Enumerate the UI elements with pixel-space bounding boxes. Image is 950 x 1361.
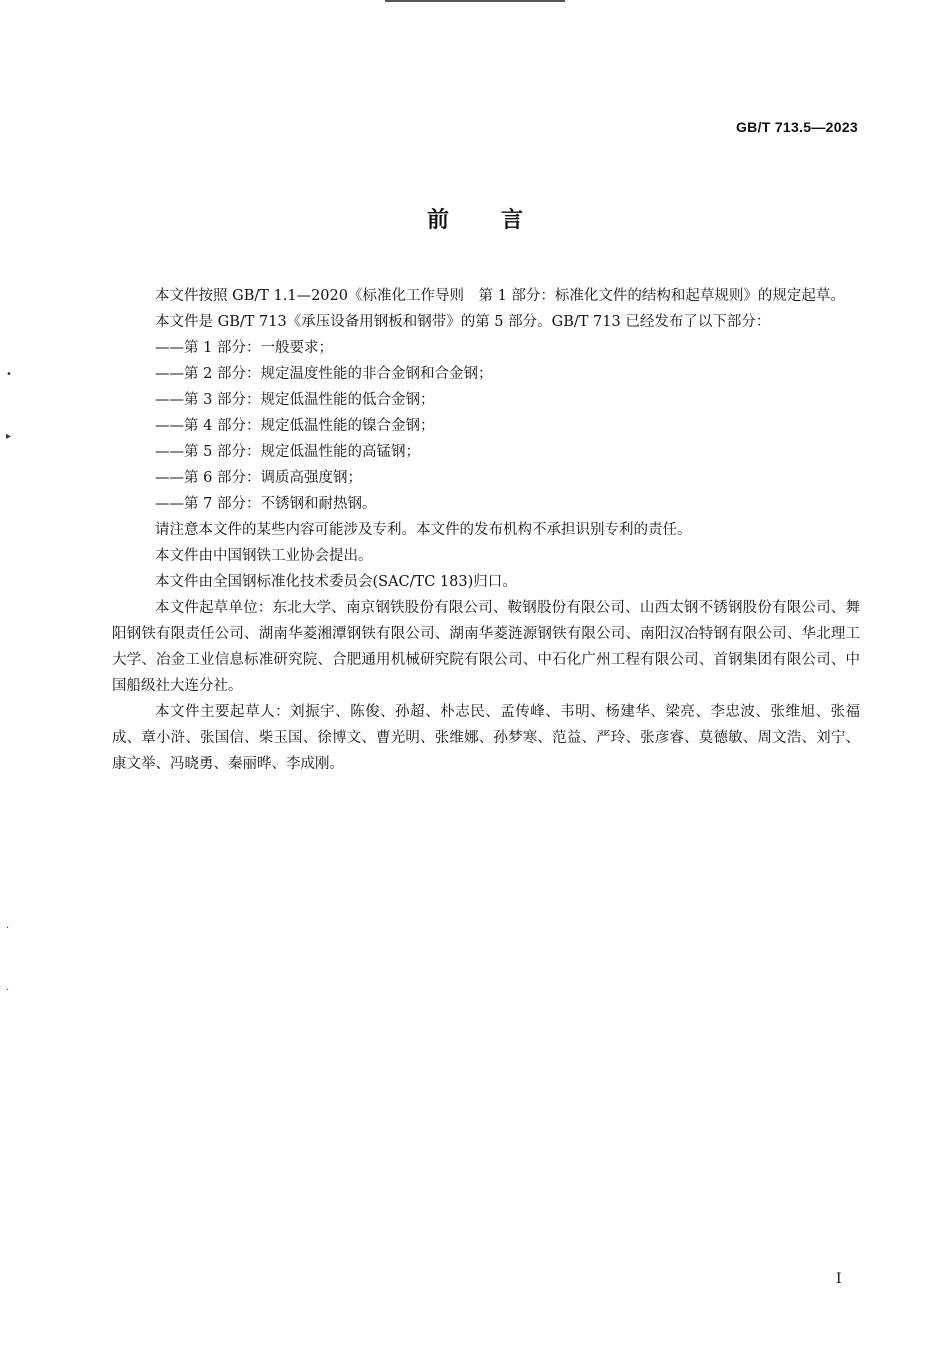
- list-item: ——第 5 部分：规定低温性能的高锰钢；: [155, 444, 420, 460]
- margin-mark: ·: [6, 923, 10, 934]
- margin-mark: •: [6, 369, 12, 380]
- list-item: ——第 2 部分：规定温度性能的非合金钢和合金钢；: [155, 366, 493, 382]
- proposer-paragraph: 本文件由中国钢铁工业协会提出。: [155, 548, 373, 564]
- basis-paragraph: 本文件按照 GB/T 1.1—2020《标准化工作导则 第 1 部分：标准化文件的结构和起草规则》的规定起草。: [155, 288, 845, 304]
- list-item: ——第 6 部分：调质高强度钢；: [155, 470, 362, 486]
- margin-mark: ▸: [6, 431, 12, 442]
- list-item: ——第 3 部分：规定低温性能的低合金钢；: [155, 392, 435, 408]
- standard-code: GB/T 713.5—2023: [735, 119, 858, 135]
- drafters-paragraph: 本文件主要起草人：刘振宇、陈俊、孙超、朴志民、孟传峰、韦明、杨建华、梁亮、李忠波、张维旭、张福成、章小浒、张国信、柴玉国、徐博文、曹光明、张维娜、孙梦寒、范益、严玲、张彦睿、莫德敏、周文浩、刘宁、康文举、冯晓勇、秦丽晔、李成刚。: [112, 704, 860, 772]
- margin-mark: ·: [6, 985, 10, 996]
- top-rule: [385, 0, 565, 2]
- preface-body: [112, 283, 860, 777]
- part-of-paragraph: 本文件是 GB/T 713《承压设备用钢板和钢带》的第 5 部分。GB/T 713 已经发布了以下部分：: [155, 314, 771, 330]
- patent-notice: 请注意本文件的某些内容可能涉及专利。本文件的发布机构不承担识别专利的责任。: [155, 522, 692, 538]
- page-number: I: [836, 1271, 842, 1287]
- list-item: ——第 4 部分：规定低温性能的镍合金钢；: [155, 418, 435, 434]
- committee-paragraph: 本文件由全国钢标准化技术委员会(SAC/TC 183)归口。: [155, 574, 517, 590]
- drafting-units-paragraph: 本文件起草单位：东北大学、南京钢铁股份有限公司、鞍钢股份有限公司、山西太钢不锈钢股份有限公司、舞阳钢铁有限责任公司、湖南华菱湘潭钢铁有限公司、湖南华菱涟源钢铁有限公司、南阳汉冶特钢有限公司、华北理工大学、冶金工业信息标准研究院、合肥通用机械研究院有限公司、中石化广州工程有限公司、首钢集团有限公司、中国船级社大连分社。: [112, 600, 860, 694]
- list-item: ——第 1 部分：一般要求；: [155, 340, 333, 356]
- list-item: ——第 7 部分：不锈钢和耐热钢。: [155, 496, 377, 512]
- page-title: 前言: [426, 208, 575, 233]
